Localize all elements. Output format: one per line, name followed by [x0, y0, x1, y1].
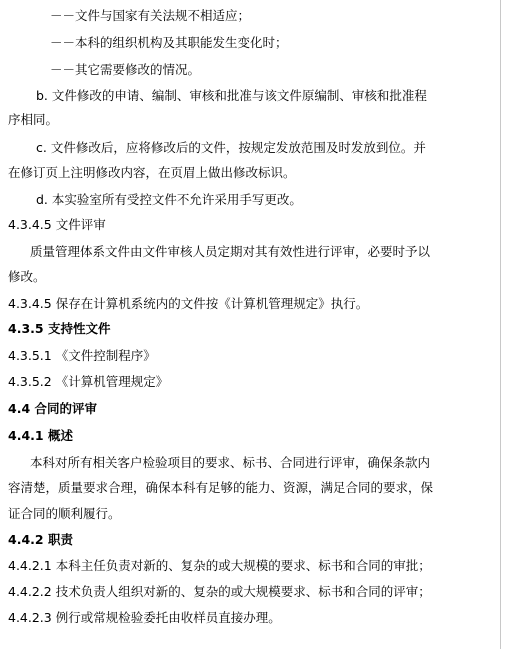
section-heading: 4.4.1 概述 [8, 428, 73, 443]
text-line: －－其它需要修改的情况。 [50, 62, 201, 77]
page-border [500, 0, 501, 649]
text-line: 4.3.5.2 《计算机管理规定》 [8, 374, 169, 389]
section-heading: 4.3.4.5 文件评审 [8, 217, 106, 232]
section-heading: 4.4.2 职责 [8, 532, 73, 547]
text-line: b. 文件修改的申请、编制、审核和批准与该文件原编制、审核和批准程 [36, 88, 427, 103]
text-line: 4.4.2.1 本科主任负责对新的、复杂的或大规模的要求、标书和合同的审批； [8, 558, 431, 573]
text-line: d. 本实验室所有受控文件不允许采用手写更改。 [36, 192, 302, 207]
text-line: 序相同。 [8, 112, 59, 127]
section-heading: 4.4 合同的评审 [8, 401, 97, 416]
section-heading: 4.3.4.5 保存在计算机系统内的文件按《计算机管理规定》执行。 [8, 296, 369, 311]
text-line: 容清楚，质量要求合理，确保本科有足够的能力、资源，满足合同的要求，保 [8, 480, 434, 495]
text-line: 本科对所有相关客户检验项目的要求、标书、合同进行评审，确保条款内 [30, 455, 431, 470]
text-line: 修改。 [8, 269, 46, 284]
text-line: 4.4.2.3 例行或常规检验委托由收样员直接办理。 [8, 610, 281, 625]
text-line: c. 文件修改后，应将修改后的文件，按规定发放范围及时发放到位。并 [36, 140, 426, 155]
section-heading: 4.3.5 支持性文件 [8, 321, 111, 336]
text-line: 质量管理体系文件由文件审核人员定期对其有效性进行评审，必要时予以 [30, 244, 431, 259]
text-line: 证合同的顺利履行。 [8, 506, 121, 521]
text-line: 在修订页上注明修改内容，在页眉上做出修改标识。 [8, 165, 296, 180]
text-line: 4.4.2.2 技术负责人组织对新的、复杂的或大规模要求、标书和合同的评审； [8, 584, 431, 599]
text-line: －－文件与国家有关法规不相适应； [50, 8, 251, 23]
text-line: 4.3.5.1 《文件控制程序》 [8, 348, 156, 363]
text-line: －－本科的组织机构及其职能发生变化时； [50, 35, 288, 50]
